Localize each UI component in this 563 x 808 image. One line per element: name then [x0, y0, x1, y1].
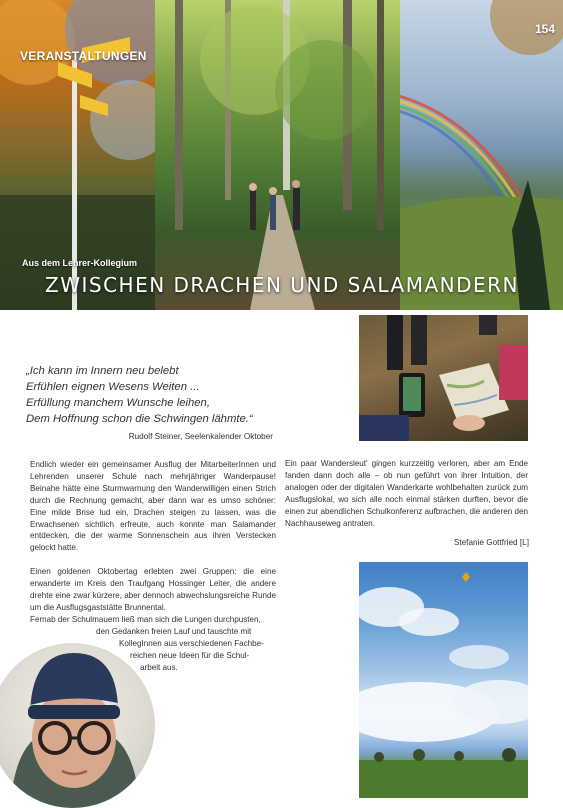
wrap-line: arbeit aus. [140, 662, 178, 672]
paragraph: Einen goldenen Oktobertag erlebten zwei Gruppen: die eine erwanderte im Kreis den Traufgang Hossinger Leiter, die andere drehte eine zwar kürzere, aber dennoch abwechslungsreiche Runde um die Ausflugsgaststätte Brunnental. [30, 567, 276, 612]
paragraph: Endlich wieder ein gemeinsamer Ausflug der MitarbeiterInnen und Lehrenden unserer Schule nach mehrjähriger Wanderpause! Beinahe hätte eine Sturmwarnung den Wanderwilligen einen Strich durch die Rechnung gemacht, aber dann war es umso schöner: Eine milde Brise lud ein, Drachen steigen zu lassen, was die Erwachsenen sichtlich erfreute, auch konnte man Salamander entdecken, die der warme Sonnenschein aus ihren Verstecken gelockt hatte. [30, 460, 276, 553]
quote-line: „Ich kann im Innern neu belebt [26, 365, 179, 377]
sky-kite-photo [359, 562, 528, 798]
article-title: ZWISCHEN DRACHEN UND SALAMANDERN [45, 273, 519, 297]
article-kicker: Aus dem Lehrer-Kollegium [22, 258, 138, 268]
forest-path-illustration [155, 0, 400, 310]
rainbow-illustration [400, 0, 563, 310]
poem-quote [26, 363, 276, 427]
page-number: 154 [534, 22, 555, 36]
quote-source: Rudolf Steiner, Seelenkalender Oktober [128, 432, 273, 441]
hiking-map-photo [359, 315, 528, 441]
quote-line: Erfüllung manchem Wunsche leihen, [26, 397, 210, 409]
kite-sky-illustration [359, 562, 528, 798]
quote-line: Erfühlen eignen Wesens Weiten ... [26, 381, 200, 393]
wrap-line: reichen neue Ideen für die Schul- [130, 650, 250, 660]
map-reading-illustration [359, 315, 528, 441]
rainbow-landscape-photo [400, 0, 563, 310]
article-left-column [30, 459, 276, 673]
wrap-line: Fernab der Schulmauern ließ man sich die Lungen durchpusten, [30, 614, 261, 624]
wrap-line: den Gedanken freien Lauf und tauschte mit [96, 626, 252, 636]
article-right-column [285, 458, 528, 529]
author-signature: Stefanie Gottfried [L] [453, 538, 529, 547]
section-label: VERANSTALTUNGEN [20, 49, 147, 63]
quote-line: Dem Hoffnung schon die Schwingen lähmte.“ [26, 413, 253, 425]
portrait-illustration [0, 643, 155, 808]
header-photo-collage [0, 0, 563, 310]
forest-path-photo [155, 0, 400, 310]
author-portrait [0, 643, 155, 808]
paragraph: Ein paar Wandersleut' gingen kurzzeitig verloren, aber am Ende fanden dann doch alle – ob nun geführt von ihrer Intuition, der analogen oder der digitalen Wanderkarte wohlbehalten zurück zum Ausflugslokal, wo sich alle noch einmal stärken durften, bevor die einen zur abendlichen Schulkonferenz aufbrachen, die anderen den Nachhauseweg antraten. [285, 459, 528, 528]
wrap-line: KollegInnen aus verschiedenen Fachbe- [119, 638, 264, 648]
